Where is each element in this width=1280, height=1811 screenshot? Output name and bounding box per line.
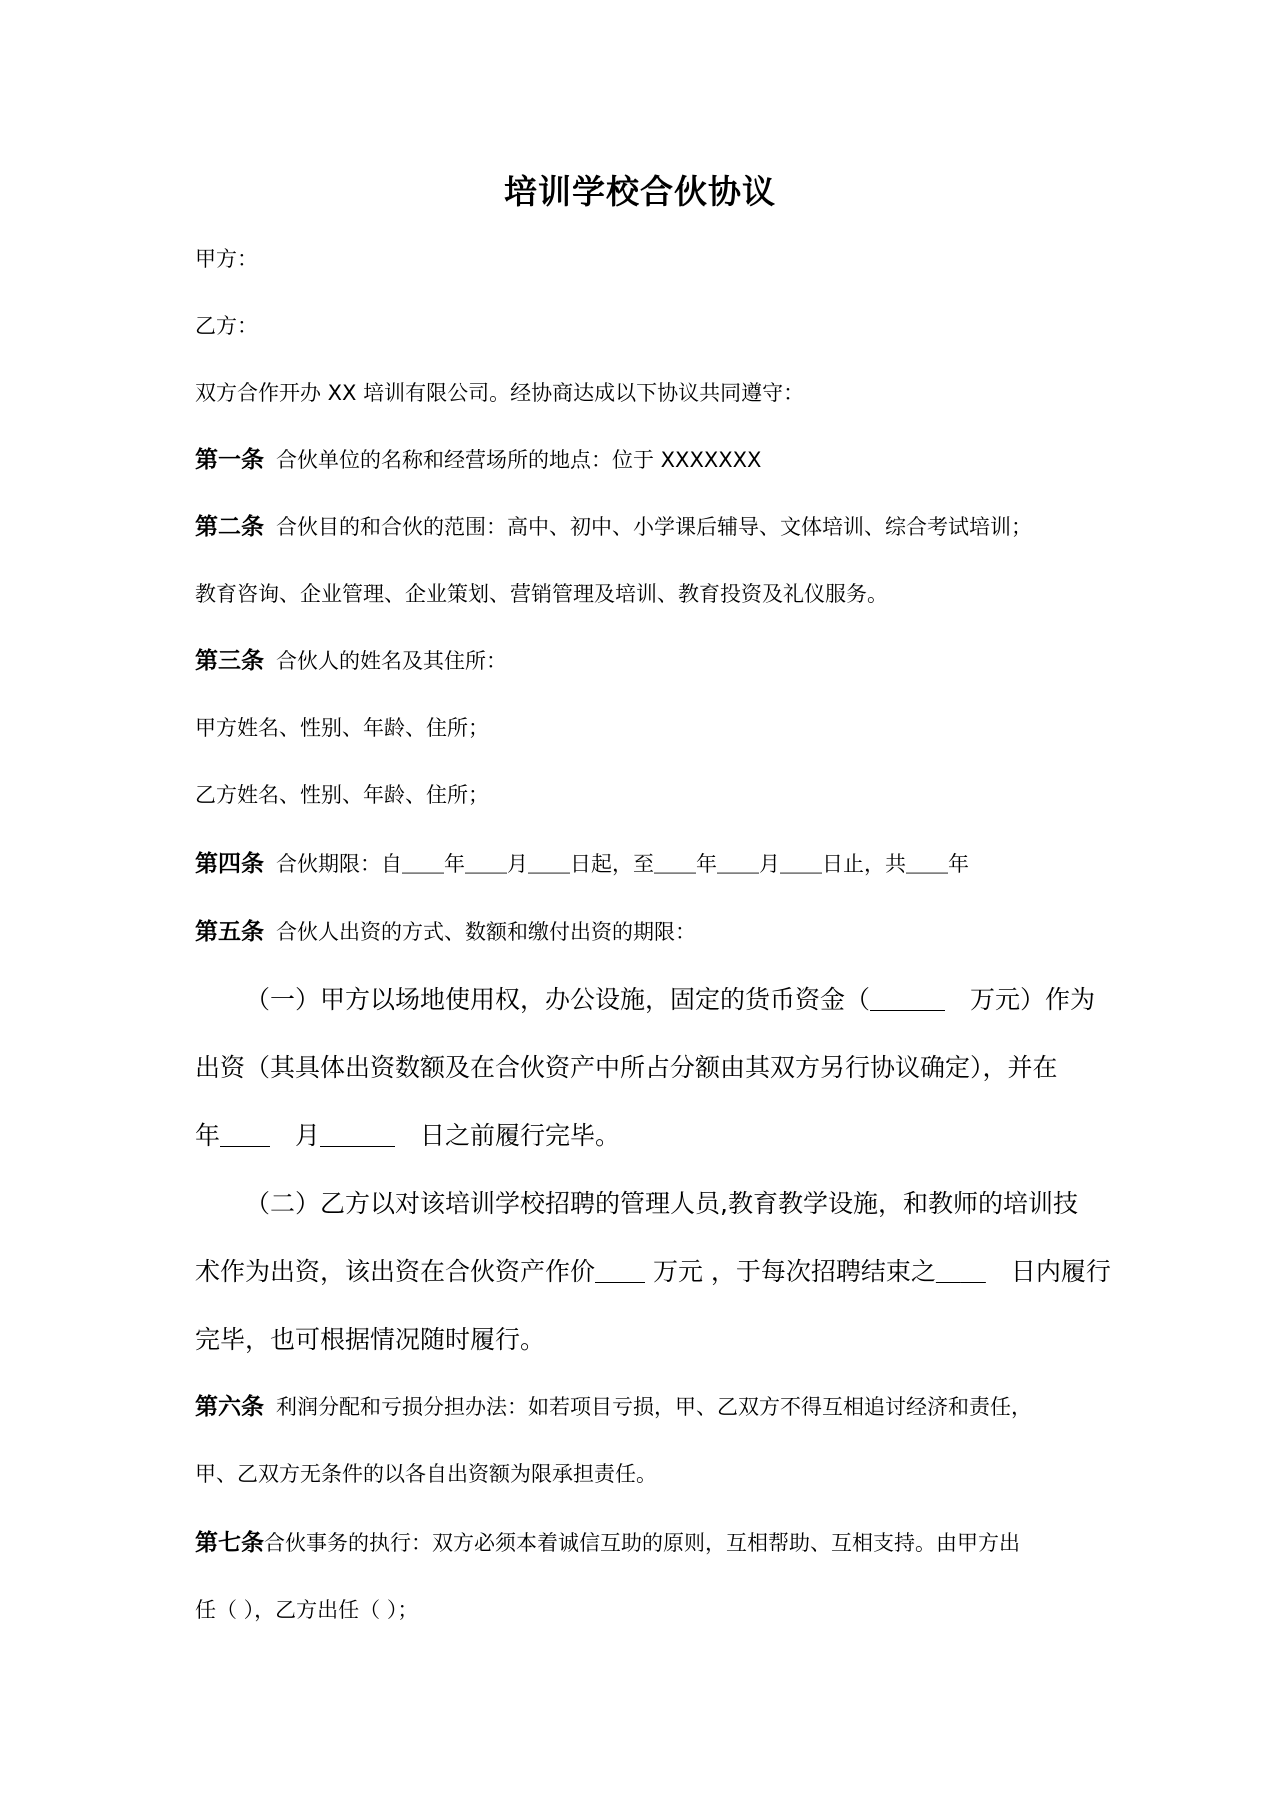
article-6 — [195, 1392, 1095, 1422]
article-2-text: 合伙目的和合伙的范围：高中、初中、小学课后辅导、文体培训、综合考试培训； — [276, 515, 1032, 539]
article-5-label: 第五条 — [195, 919, 264, 945]
article-6-label: 第六条 — [195, 1394, 264, 1420]
article-5-item-2-line-3: 完毕，也可根据情况随时履行。 — [195, 1325, 546, 1354]
article-6-continuation: 甲、乙双方无条件的以各自出资额为限承担责任。 — [195, 1462, 657, 1486]
intro-paragraph: 双方合作开办 XX 培训有限公司。经协商达成以下协议共同遵守： — [195, 381, 805, 405]
article-4 — [195, 849, 1095, 879]
article-1 — [195, 445, 1095, 475]
article-5-text: 合伙人出资的方式、数额和缴付出资的期限： — [276, 920, 696, 944]
article-7-text: 合伙事务的执行：双方必须本着诚信互助的原则，互相帮助、互相支持。由甲方出 — [264, 1531, 1020, 1555]
article-5 — [195, 917, 1095, 947]
article-7 — [195, 1528, 1095, 1558]
article-2-continuation: 教育咨询、企业管理、企业策划、营销管理及培训、教育投资及礼仪服务。 — [195, 582, 888, 606]
document-title: 培训学校合伙协议 — [504, 172, 776, 211]
article-6-text: 利润分配和亏损分担办法：如若项目亏损，甲、乙双方不得互相追讨经济和责任， — [276, 1395, 1032, 1419]
article-4-text: 合伙期限：自＿＿年＿＿月＿＿日起，至＿＿年＿＿月＿＿日止，共＿＿年 — [276, 852, 969, 876]
article-5-item-1-line-1: （一）甲方以场地使用权，办公设施，固定的货币资金（＿＿＿ 万元）作为 — [245, 985, 1096, 1014]
article-5-item-1-line-3: 年＿＿ 月＿＿＿ 日之前履行完毕。 — [195, 1121, 621, 1150]
article-3 — [195, 646, 1095, 676]
article-2 — [195, 512, 1095, 542]
article-2-label: 第二条 — [195, 514, 264, 540]
article-1-label: 第一条 — [195, 447, 264, 473]
article-3-party-b-info: 乙方姓名、性别、年龄、住所； — [195, 783, 489, 807]
party-a-line: 甲方： — [195, 247, 258, 271]
article-3-label: 第三条 — [195, 648, 264, 674]
article-7-continuation: 任（ ），乙方出任（ ）； — [195, 1598, 419, 1622]
article-4-label: 第四条 — [195, 851, 264, 877]
article-3-text: 合伙人的姓名及其住所： — [276, 649, 507, 673]
article-5-item-1-line-2: 出资（其具体出资数额及在合伙资产中所占分额由其双方另行协议确定），并在 — [195, 1053, 1058, 1082]
article-7-label: 第七条 — [195, 1530, 264, 1556]
article-1-text: 合伙单位的名称和经营场所的地点：位于 XXXXXXX — [276, 448, 762, 472]
article-5-item-2-line-2: 术作为出资，该出资在合伙资产作价＿＿ 万元 ，于每次招聘结束之＿＿ 日内履行 — [195, 1257, 1111, 1286]
party-b-line: 乙方： — [195, 314, 258, 338]
article-5-item-2-line-1: （二）乙方以对该培训学校招聘的管理人员,教育教学设施，和教师的培训技 — [245, 1189, 1078, 1218]
article-3-party-a-info: 甲方姓名、性别、年龄、住所； — [195, 716, 489, 740]
